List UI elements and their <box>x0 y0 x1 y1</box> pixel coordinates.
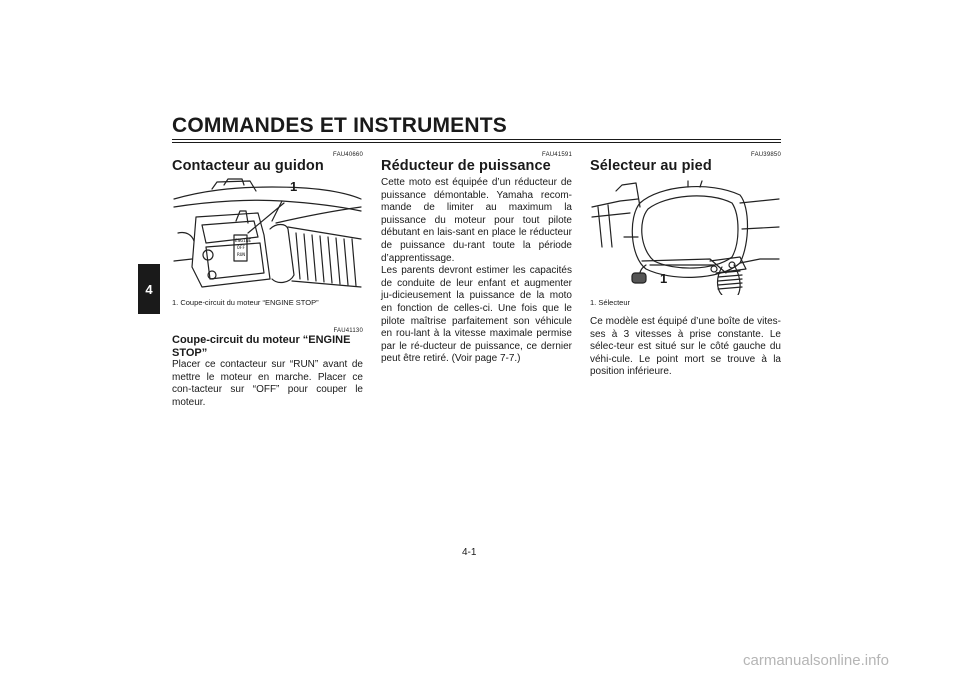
handlebar-drawing <box>172 177 363 295</box>
section-heading: Sélecteur au pied <box>590 158 712 174</box>
shift-pedal-drawing <box>590 177 781 295</box>
figure-caption: 1. Coupe-circuit du moteur “ENGINE STOP” <box>172 298 319 307</box>
body-text: Ce modèle est équipé d’une boîte de vites-ses à 3 vitesses à prise constante. Le sélec-teur est situé sur le côté gauche du véhi-cule. Le point mort se trouve à la position inférieure. <box>590 316 781 378</box>
svg-text:ENGINE: ENGINE <box>235 239 252 244</box>
subsection-code: FAU41130 <box>333 328 363 334</box>
page-number: 4-1 <box>462 547 477 558</box>
section-code: FAU41591 <box>542 152 572 158</box>
shift-pedal-illustration <box>590 177 781 295</box>
section-heading: Réducteur de puissance <box>381 158 551 174</box>
column-handlebar-switch <box>172 152 363 409</box>
section-code: FAU40660 <box>333 152 363 158</box>
column-power-reducer <box>381 152 572 366</box>
handlebar-switch-illustration <box>172 177 363 295</box>
body-text: Placer ce contacteur sur “RUN” avant de mettre le moteur en marche. Placer ce con-tacteur sur “OFF” pour couper le moteur. <box>172 359 363 408</box>
figure-callout-1: 1 <box>290 179 298 194</box>
svg-text:RUN: RUN <box>237 253 246 258</box>
header-rule <box>172 139 781 143</box>
subsection-heading: Coupe-circuit du moteur “ENGINE STOP” <box>172 334 351 359</box>
figure-caption: 1. Sélecteur <box>590 298 631 307</box>
svg-text:OFF: OFF <box>237 246 246 251</box>
column-shift-pedal <box>590 152 781 379</box>
page-title: COMMANDES ET INSTRUMENTS <box>172 114 507 137</box>
body-text: Les parents devront estimer les capacités de conduite de leur enfant et augmenter ju-dicieusement la puissance de la moto en fonction de celles-ci. Une fois que le pilote maîtrise parfaitement son véhicule en rou-lant à la vitesse maximale permise par le ré-ducteur de puissance, ce dernier peut être retiré. (Voir page 7-7.) <box>381 265 572 365</box>
body-text: Cette moto est équipée d’un réducteur de puissance démontable. Yamaha recom-mande de limiter au maximum la puissance du moteur pour tout pilote débutant en lais-sant en place le réducteur de puissance du-rant toute la période d’apprentissage. <box>381 177 572 264</box>
section-code: FAU39850 <box>751 152 781 158</box>
figure-callout-1: 1 <box>660 271 668 286</box>
watermark: carmanualsonline.info <box>743 652 889 669</box>
chapter-tab: 4 <box>138 264 160 314</box>
section-heading: Contacteur au guidon <box>172 158 324 174</box>
